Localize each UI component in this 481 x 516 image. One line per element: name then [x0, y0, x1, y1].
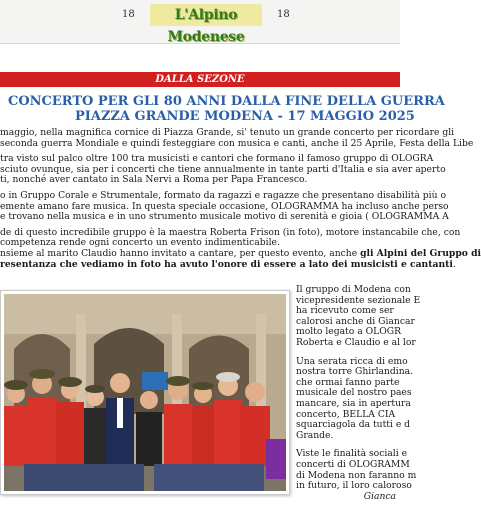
- paragraph-line: ti, nonché aver cantato in Sala Nervi a Roma per Papa Francesco.: [0, 174, 308, 186]
- paragraph-line: tra visto sul palco oltre 100 tra musicisti e cantori che formano il famoso gruppo di OLOGRA: [0, 153, 434, 165]
- text-line: vicepresidente sezionale E: [296, 294, 421, 306]
- page-number-left: 18: [122, 9, 135, 20]
- page-number-right: 18: [277, 9, 290, 20]
- text-line: in futuro, il loro caloroso: [296, 480, 412, 492]
- paragraph-line: competenza rende ogni concerto un evento indimenticabile.: [0, 237, 280, 249]
- text-line: squarciagola da tutti e d: [296, 419, 411, 431]
- text-line: Il gruppo di Modena con: [296, 284, 411, 295]
- text-line: mancare, sia in apertura: [296, 397, 411, 409]
- section-label: DALLA SEZONE: [155, 74, 245, 85]
- closing-bold-text: gli Alpini del Gruppo di: [360, 247, 481, 259]
- paragraph-line: seconda guerra Mondiale e quindi festeggiare con musica e canti, anche il 25 Aprile, Festa della Libe: [0, 137, 474, 149]
- paragraph-line: o in Gruppo Corale e Strumentale, formato da ragazzi e ragazze che presentano disabilità più o: [0, 189, 446, 201]
- text-line: molto legato a OLOGR: [296, 326, 402, 338]
- text-line: Viste le finalità sociali e: [296, 448, 408, 460]
- masthead-logo: L'Alpino Modenese: [150, 4, 262, 26]
- paragraph-line: emente amano fare musica. In questa speciale occasione, OLOGRAMMA ha incluso anche perso: [0, 200, 449, 212]
- paragraph-1: [0, 127, 474, 149]
- paragraph-line: [0, 258, 456, 271]
- text-line: nostra torre Ghirlandina.: [296, 366, 414, 378]
- paragraph-line: maggio, nella magnifica cornice di Piazza Grande, si' tenuto un grande concerto per ricordare gli: [0, 127, 455, 138]
- headline-line-1: CONCERTO PER GLI 80 ANNI DALLA FINE DELLA GUERRA: [8, 94, 445, 109]
- text-line: di Modena non faranno m: [296, 469, 417, 481]
- top-header-bar: [0, 0, 400, 44]
- article-body: [0, 127, 481, 275]
- paragraph-4: [0, 226, 481, 270]
- text-line: Grande.: [296, 429, 334, 441]
- closing-text: nsieme al marito Claudio hanno invitato a cantare, per questo evento, anche: [0, 247, 361, 259]
- section-banner: [0, 72, 400, 87]
- text-line: concerti di OLOGRAMM: [296, 458, 410, 470]
- text-line: musicale del nostro paes: [296, 387, 412, 399]
- paragraph-line: e trovano nella musica e in uno strumento musicale motivo di serenità e gioia ( OLOGRAMMA A: [0, 211, 449, 223]
- paragraph-2: [0, 153, 446, 186]
- closing-bold-text-2: resentanza che vediamo in foto ha avuto l'onore di essere a lato dei musicisti e cantanti: [0, 258, 453, 270]
- text-line: che ormai fanno parte: [296, 376, 400, 388]
- paragraph-3: [0, 189, 449, 223]
- text-line: Una serata ricca di emo: [296, 355, 408, 367]
- alpini-group-photo: [4, 294, 286, 491]
- paragraph-line: sciuto ovunque, sia per i concerti che tiene annualmente in tante parti d'Italia e sia aver aperto: [0, 163, 446, 175]
- headline-line-2: PIAZZA GRANDE MODENA - 17 MAGGIO 2025: [75, 109, 415, 124]
- signature: Gianca: [363, 490, 396, 502]
- text-line: Roberta e Claudio e al lor: [296, 336, 416, 348]
- text-line: calorosi anche di Giancar: [296, 315, 415, 327]
- paragraph-line: de di questo incredibile gruppo è la maestra Roberta Frison (in foto), motore instancabile che, con: [0, 226, 461, 238]
- right-column-text: [296, 284, 421, 502]
- text-line: ha ricevuto come ser: [296, 305, 394, 317]
- text-line: concerto, BELLA CIA: [296, 408, 396, 420]
- group-photo-frame: [0, 290, 290, 495]
- closing-end: .: [452, 258, 456, 270]
